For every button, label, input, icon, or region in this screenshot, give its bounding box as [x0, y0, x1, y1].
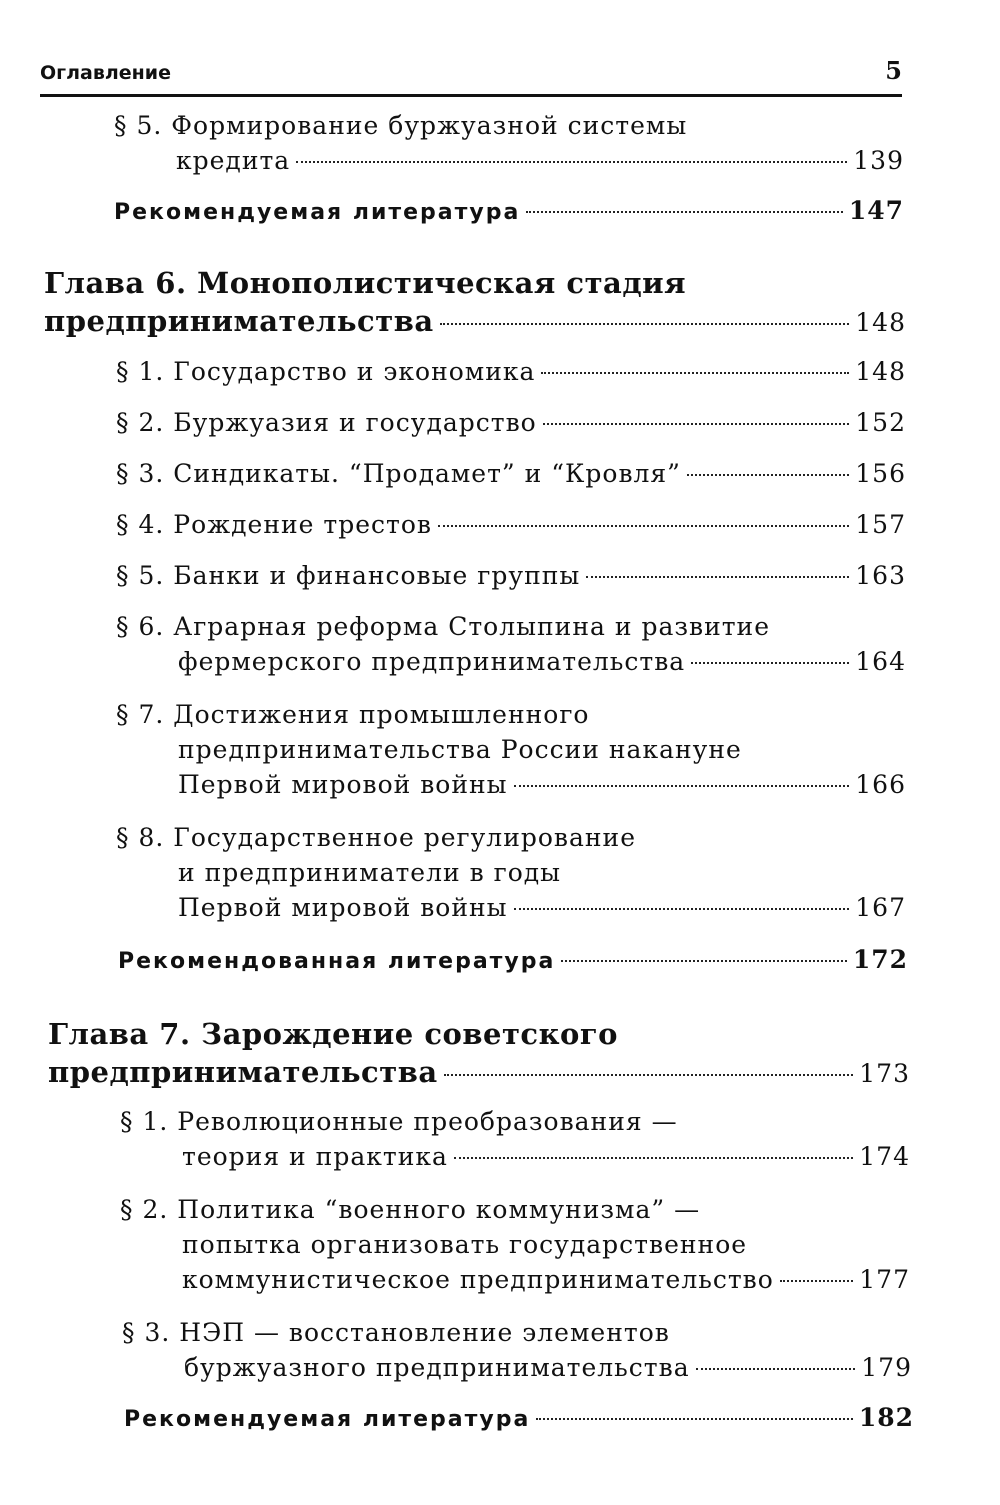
section-number: § 3.	[116, 459, 165, 488]
entry-title: Рождение трестов	[173, 510, 432, 539]
toc-entry-section[interactable]	[116, 354, 906, 389]
toc-entry-section[interactable]	[116, 456, 906, 491]
entry-title-line: кредита	[176, 146, 291, 175]
dot-leader	[780, 1280, 854, 1282]
entry-page-number: 173	[859, 1059, 910, 1088]
entry-title: Банки и финансовые группы	[173, 561, 581, 590]
section-number: § 8.	[116, 823, 165, 852]
running-title: Оглавление	[40, 62, 171, 84]
entry-title: Рекомендуемая литература	[114, 200, 521, 225]
entry-page-number: 156	[855, 459, 906, 488]
section-number: § 6.	[116, 612, 165, 641]
entry-title-line: Первой мировой войны	[178, 893, 508, 922]
section-number: § 5.	[116, 561, 165, 590]
entry-page-number: 164	[855, 647, 906, 676]
entry-title-line: Государственное регулирование	[173, 823, 637, 852]
entry-title-line: теория и практика	[182, 1142, 448, 1171]
entry-title-line: НЭП — восстановление элементов	[179, 1318, 670, 1347]
entry-page-number: 182	[858, 1403, 914, 1432]
toc-entry-literature[interactable]	[124, 1400, 914, 1437]
entry-title-line: и предприниматели в годы	[178, 858, 562, 887]
toc-entry-section[interactable]	[116, 507, 906, 542]
entry-page-number: 148	[855, 357, 906, 386]
entry-title-line: попытка организовать государственное	[182, 1230, 748, 1259]
toc-entry-section[interactable]	[120, 1192, 910, 1297]
entry-page-number: 148	[855, 308, 906, 337]
toc-entry-section[interactable]	[120, 1104, 910, 1174]
entry-title: Рекомендованная литература	[118, 949, 556, 974]
toc-entry-section[interactable]	[116, 558, 906, 593]
dot-leader	[526, 211, 842, 213]
entry-page-number: 157	[855, 510, 906, 539]
section-number: § 2.	[120, 1195, 169, 1224]
entry-title: Рекомендуемая литература	[124, 1407, 531, 1432]
entry-title-line: предпринимательства России накануне	[178, 735, 742, 764]
page-header	[40, 52, 902, 97]
entry-title-line: фермерского предпринимательства	[178, 647, 686, 676]
entry-page-number: 139	[853, 146, 904, 175]
entry-page-number: 174	[859, 1142, 910, 1171]
dot-leader	[543, 423, 850, 425]
dot-leader	[444, 1074, 854, 1076]
entry-title-line: Политика “военного коммунизма” —	[177, 1195, 701, 1224]
dot-leader	[454, 1157, 853, 1159]
entry-title-line: Достижения промышленного	[173, 700, 590, 729]
toc-entry-chapter[interactable]	[48, 1015, 910, 1093]
dot-leader	[296, 161, 847, 163]
entry-page-number: 177	[859, 1265, 910, 1294]
entry-title: Синдикаты. “Продамет” и “Кровля”	[173, 459, 681, 488]
entry-page-number: 167	[855, 893, 906, 922]
entry-title-line: Первой мировой войны	[178, 770, 508, 799]
section-number: § 3.	[122, 1318, 171, 1347]
dot-leader	[687, 474, 849, 476]
toc-entry-chapter[interactable]	[44, 264, 906, 342]
dot-leader	[541, 372, 849, 374]
entry-page-number: 147	[848, 196, 904, 225]
toc-entry-literature[interactable]	[118, 942, 908, 979]
toc-entry-section[interactable]	[114, 108, 904, 178]
entry-title-line: Революционные преобразования —	[177, 1107, 678, 1136]
chapter-title-line: Глава 6. Монополистическая стадия	[44, 266, 687, 300]
section-number: § 1.	[116, 357, 165, 386]
entry-page-number: 166	[855, 770, 906, 799]
toc-entry-section[interactable]	[116, 609, 906, 679]
toc-entry-section[interactable]	[116, 820, 906, 925]
entry-page-number: 163	[855, 561, 906, 590]
entry-page-number: 172	[852, 945, 908, 974]
entry-title-line: буржуазного предпринимательства	[184, 1353, 690, 1382]
dot-leader	[561, 960, 846, 962]
dot-leader	[696, 1368, 856, 1370]
dot-leader	[440, 323, 850, 325]
entry-title-line: Формирование буржуазной системы	[171, 111, 688, 140]
page-number: 5	[885, 56, 902, 85]
entry-page-number: 152	[855, 408, 906, 437]
chapter-title-line: Глава 7. Зарождение советского	[48, 1017, 618, 1051]
entry-title: Буржуазия и государство	[173, 408, 537, 437]
toc-entry-section[interactable]	[122, 1315, 912, 1385]
chapter-title-line: предпринимательства	[44, 304, 434, 338]
section-number: § 7.	[116, 700, 165, 729]
section-number: § 4.	[116, 510, 165, 539]
dot-leader	[514, 785, 850, 787]
entry-title-line: коммунистическое предпринимательство	[182, 1265, 774, 1294]
chapter-title-line: предпринимательства	[48, 1055, 438, 1089]
entry-title-line: Аграрная реформа Столыпина и развитие	[173, 612, 771, 641]
entry-title: Государство и экономика	[173, 357, 536, 386]
toc-entry-literature[interactable]	[114, 193, 904, 230]
dot-leader	[691, 662, 849, 664]
dot-leader	[514, 908, 850, 910]
toc-entry-section[interactable]	[116, 697, 906, 802]
entry-page-number: 179	[861, 1353, 912, 1382]
section-number: § 1.	[120, 1107, 169, 1136]
section-number: § 2.	[116, 408, 165, 437]
section-number: § 5.	[114, 111, 163, 140]
dot-leader	[536, 1418, 852, 1420]
dot-leader	[438, 525, 849, 527]
toc-entry-section[interactable]	[116, 405, 906, 440]
dot-leader	[586, 576, 849, 578]
